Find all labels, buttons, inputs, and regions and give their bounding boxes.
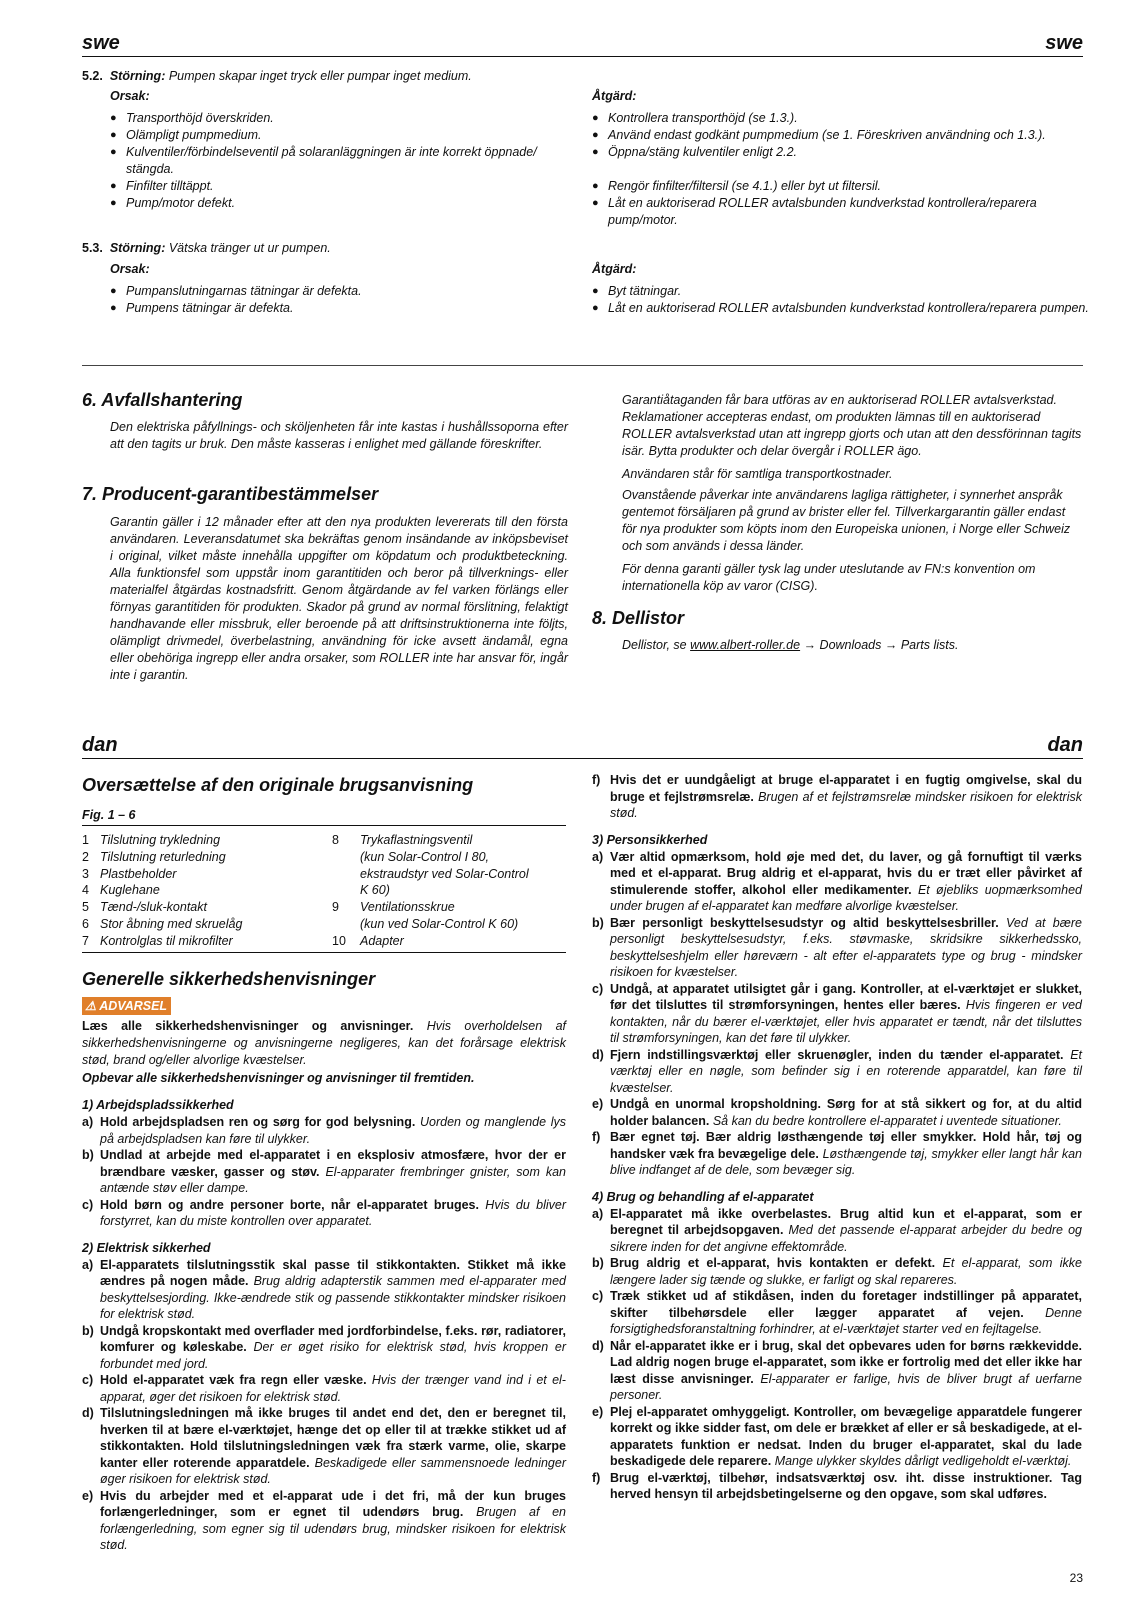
warning-label: ADVARSEL [99, 999, 168, 1013]
item-key: d) [592, 1338, 604, 1353]
part-number: 8 [332, 833, 339, 847]
item-key: f) [592, 1130, 601, 1144]
cause-list [110, 283, 568, 317]
safety-item [592, 1338, 1082, 1404]
part-row [82, 882, 322, 899]
part-label: Tænd-/sluk-kontakt [100, 900, 207, 915]
part-number: 3 [82, 866, 89, 881]
item-instruction: Træk stikket ud af stikdåsen, inden du foretager indstillinger på apparatet, skifter tilbehørsdele eller lægger apparatet af vejen. [610, 1289, 1082, 1320]
safety-left-column [82, 1018, 566, 1554]
part-label: Stor åbning med skruelåg [100, 916, 243, 931]
safety-item [82, 1488, 566, 1554]
list-item: ● Pumpanslutningarnas tätningar är defekta. [110, 283, 568, 300]
safety-item [592, 1047, 1082, 1097]
part-row [82, 916, 322, 933]
list-item: ● Byt tätningar. [592, 283, 1090, 300]
cause-list [110, 110, 568, 212]
subsection-heading-3: 3) Personsikkerhed [592, 832, 708, 847]
item-instruction: Fjern indstillingsværktøj eller skruenøgler, inden du tænder el-apparatet. [610, 1047, 1064, 1062]
part-row [82, 899, 322, 916]
remedy-label: Åtgärd: [592, 89, 637, 103]
safety-item [592, 1255, 1082, 1288]
remedy-label: Åtgärd: [592, 262, 637, 276]
warning-triangle-icon: ⚠ [85, 999, 97, 1013]
part-row [82, 849, 322, 866]
parts-list-right [332, 832, 572, 950]
item-key: f) [592, 773, 601, 787]
item-explanation: El-apparater frembringer gnister, som kan antænde støv eller dampe. [100, 1164, 566, 1195]
item-explanation: Brug aldrig adapterstik sammen med el-apparater med beskyttelsesjording. Ikke-ændrede stik og passende stikkontakter mindsker risikoen for elektrisk stød. [100, 1274, 566, 1321]
read-instructions-italic: Hvis overholdelsen af sikkerhedshenvisningerne og anvisningerne negligeres, kan det forårsage elektrisk stød, brand og/eller alvorlige kvæstelser. [82, 1019, 566, 1067]
parts-table-bottom-rule [82, 952, 566, 953]
list-item: ● Öppna/stäng kulventiler enligt 2.2. [592, 144, 1090, 161]
list-workplace-safety [82, 1114, 566, 1230]
item-key: a) [592, 1206, 604, 1221]
item-explanation: Et el-apparat, som ikke længere lader sig tænde og slukke, er farligt og skal repareres. [610, 1256, 1082, 1287]
list-item: ● Låt en auktoriserad ROLLER avtalsbunden kundverkstad kontrollera/reparera pump/motor. [592, 195, 1090, 229]
header-right-label: swe [1045, 32, 1083, 54]
item-instruction: Hvis det er uundgåeligt at bruge el-apparatet i en fugtig omgivelse, skal du bruge et fejlstrømsrelæ. [610, 773, 1082, 804]
item-key: f) [592, 1470, 601, 1485]
warranty-paragraph: Användaren står för samtliga transportkostnader. [622, 467, 893, 481]
part-row [332, 899, 572, 916]
subsection-heading-4: 4) Brug og behandling af el-apparatet [592, 1189, 814, 1204]
item-explanation: Hvis der trænger vand ind i et el-apparat, øger det risikoen for elektrisk stød. [100, 1373, 566, 1404]
safety-item [592, 915, 1082, 981]
item-explanation: Brugen af en forlængerledning, som egner sig til udendørs brug, mindsker risikoen for elektrisk stød. [100, 1505, 566, 1552]
section-5-3-heading [82, 240, 682, 257]
keep-instructions: Opbevar alle sikkerhedshenvisninger og anvisninger til fremtiden. [82, 1071, 475, 1085]
item-explanation: Med det passende el-apparat arbejder du bedre og sikrere inden for det angivne effektområde. [610, 1223, 1082, 1254]
item-explanation: Hvis fingeren er ved kontakten, når du bærer el-værktøjet, eller hvis apparatet er tændt, når det tilsluttes til strømforsyningen, kan det føre til ulykker. [610, 998, 1082, 1045]
list-electrical-safety [82, 1257, 566, 1554]
part-label: Kuglehane [100, 883, 160, 898]
item-instruction: Hold børn og andre personer borte, når el-apparatet bruges. [100, 1197, 479, 1212]
part-number: 6 [82, 916, 89, 931]
safety-title: Generelle sikkerhedshenvisninger [82, 969, 376, 989]
safety-item [82, 1372, 566, 1405]
item-key: b) [592, 915, 604, 930]
part-label: Tilslutning returledning [100, 849, 226, 864]
part-number: 1 [82, 833, 89, 847]
item-key: c) [592, 1289, 604, 1303]
item-instruction: Tilslutningsledningen må ikke bruges til andet end det, den er beregnet til, hverken til at bære el-værktøjet, hænge det op eller til at trække stikket ud af stikkontakten. Hold tilslutningsledningen væk fra stærk varme, olie, skarpe kanter eller roterende apparatdele. [100, 1406, 566, 1470]
part-label: Tilslutning trykledning [100, 833, 221, 847]
item-explanation: Der er øget risiko for elektrisk stød, hvis kroppen er forbundet med jord. [100, 1340, 566, 1371]
website-link[interactable]: www.albert-roller.de [690, 638, 801, 652]
language-header-dan [82, 728, 1083, 759]
cause-label: Orsak: [110, 89, 150, 103]
item-electrical-f [592, 772, 1082, 822]
item-instruction: Hold el-apparatet væk fra regn eller væske. [100, 1373, 367, 1387]
parts-list-suffix: → Downloads → Parts lists. [800, 638, 959, 652]
item-explanation: El-apparater er farlige, hvis de bliver brugt af uerfarne personer. [610, 1371, 1082, 1402]
safety-item [82, 1323, 566, 1373]
safety-item [592, 849, 1082, 915]
item-explanation: Uorden og manglende lys på arbejdspladsen kan føre til ulykker. [100, 1115, 567, 1146]
list-item: ● Transporthöjd överskriden. [110, 110, 568, 127]
section-8-title: 8. Dellistor [592, 608, 685, 628]
warranty-paragraph: För denna garanti gäller tysk lag under uteslutande av FN:s konvention om internationella köp av varor (CISG). [622, 562, 1036, 593]
safety-item [592, 1096, 1082, 1129]
item-instruction: Undgå kropskontakt med overflader med jordforbindelse, f.eks. rør, radiatorer, komfurer og køleskabe. [100, 1323, 566, 1354]
item-instruction: Hold arbejdspladsen ren og sørg for god belysning. [100, 1115, 416, 1129]
item-key: d) [592, 1047, 604, 1062]
part-row [332, 866, 572, 883]
part-number: 7 [82, 933, 89, 948]
item-instruction: Når el-apparatet ikke er i brug, skal det opbevares uden for børns rækkevidde. Lad aldrig nogen bruge el-apparatet, som ikke er fortrolig med det eller ikke har læst disse anvisninger. [610, 1338, 1082, 1386]
safety-item [82, 1405, 566, 1488]
list-personal-safety [592, 849, 1082, 1179]
part-label: (kun ved Solar-Control K 60) [360, 916, 519, 931]
list-item: ● Använd endast godkänt pumpmedium (se 1. Föreskriven användning och 1.3.). [592, 127, 1090, 144]
section-5-2-heading [82, 68, 682, 85]
item-instruction: Brug aldrig et el-apparat, hvis kontakten er defekt. [610, 1256, 936, 1270]
part-label: Kontrolglas til mikrofilter [100, 933, 233, 948]
subsection-heading-2: 2) Elektrisk sikkerhed [82, 1240, 211, 1255]
fault-label: Störning: [109, 69, 166, 83]
parts-list-left [82, 832, 322, 950]
part-row [332, 849, 572, 866]
item-instruction: Undgå en unormal kropsholdning. Sørg for at stå sikkert og for, at du altid holder balancen. [610, 1097, 1082, 1128]
item-instruction: Undgå, at apparatet utilsigtet går i gang. Kontroller, at el-værktøjet er slukket, før det tilsluttes til strømforsyningen, hentes eller bæres. [610, 981, 1082, 1012]
safety-item [82, 1197, 566, 1230]
item-instruction: Bær egnet tøj. Bær aldrig løsthængende tøj eller smykker. Hold hår, tøj og handsker væk fra bevægelige dele. [610, 1130, 1082, 1161]
part-label: Plastbeholder [100, 866, 177, 881]
cause-label: Orsak: [110, 262, 150, 276]
warranty-paragraph: Garantiåtaganden får bara utföras av en auktoriserad ROLLER avtalsverkstad. Reklamationer accepteras endast, om produkten lämnas till en auktoriserad ROLLER avtalsverkstad utan att ingrepp gjorts och utan att den dessförinnan tagits isär. Bytta produkter och delar övergår i ROLLER ägo. [622, 393, 1082, 458]
safety-item [592, 1404, 1082, 1470]
header-left-label: dan [82, 734, 118, 756]
safety-item [592, 1470, 1082, 1503]
parts-table-top-rule [82, 825, 566, 826]
parts-list-prefix: Dellistor, se [622, 638, 691, 652]
remedy-list [592, 110, 1090, 229]
part-number: 2 [82, 849, 89, 864]
header-left-label: swe [82, 32, 120, 54]
language-header-swe [82, 26, 1083, 57]
part-number: 5 [82, 900, 89, 915]
item-key: a) [82, 1257, 94, 1272]
list-item: ● Pumpens tätningar är defekta. [110, 300, 568, 317]
item-instruction: Plej el-apparatet omhyggeligt. Kontroller, om bevægelige apparatdele fungerer korrekt og ikke sidder fast, om dele er brækket af eller er så beskadigede, at el-apparatets funktion er nedsat. Inden du bruger el-apparatet, skal du lade beskadigede dele reparere. [610, 1404, 1082, 1468]
list-item: ● Olämpligt pumpmedium. [110, 127, 568, 144]
item-key: b) [82, 1323, 94, 1338]
item-key: a) [592, 849, 604, 864]
safety-item [592, 1288, 1082, 1338]
fault-label: Störning: [109, 241, 166, 255]
list-item: ● Rengör finfilter/filtersil (se 4.1.) eller byt ut filtersil. [592, 178, 1090, 195]
page-number: 23 [1069, 1571, 1083, 1585]
subsection-heading-1: 1) Arbejdspladssikkerhed [82, 1098, 234, 1112]
list-item: ● Pump/motor defekt. [110, 195, 568, 212]
item-explanation: Denne forsigtighedsforanstaltning forhindrer, at el-værktøjet starter ved en fejltagelse. [610, 1305, 1082, 1336]
section-divider [82, 365, 1083, 366]
item-instruction: Brug el-værktøj, tilbehør, indsatsværktøj osv. iht. disse instruktioner. Tag herved hensyn til arbejdsbetingelserne og den opgave, som skal udføres. [610, 1470, 1082, 1501]
section-number: 5.2. [82, 69, 103, 83]
item-key: a) [82, 1115, 94, 1129]
item-instruction: Vær altid opmærksom, hold øje med det, du laver, og gå fornuftigt til værks med et el-apparat. Brug aldrig et el-apparat, hvis du er træt eller påvirket af stimulerende stoffer, alkohol eller medikamenter. [610, 849, 1082, 897]
safety-item [82, 1114, 566, 1147]
list-item: ● Kulventiler/förbindelseventil på solaranläggningen är inte korrekt öppnade/ stängda. [110, 144, 568, 178]
part-label: (kun Solar-Control I 80, [360, 849, 489, 864]
read-instructions-bold: Læs alle sikkerhedshenvisninger og anvisninger. [82, 1019, 414, 1033]
item-explanation: Ved at bære personligt beskyttelsesudstyr, f.eks. støvmaske, skridsikre sikkerhedssko, beskyttelseshjelm eller høreværn - alt efter el-apparatets type og brug - mindsker risikoen for kvæstelser. [610, 915, 1082, 979]
part-row [82, 933, 322, 950]
safety-item [592, 772, 1082, 822]
item-key: c) [82, 1197, 94, 1212]
part-row [82, 866, 322, 883]
section-7-text: Garantin gäller i 12 månader efter att den nya produkten levererats till den första användaren. Leveransdatumet ska bekräftas genom insändande av inköpsbeviset i original, vilket måste innehålla uppgifter om köpdatum och produktbeteckning. Alla funktionsfel som uppstår inom garantitiden och beror på tillverknings- eller materialfel åtgärdas kostnadsfritt. Genom åtgärdande av fel varken förlängs eller förnyas garantitiden för produkten. Skador på grund av normal förslitning, felaktigt handhavande eller missbruk, eller beroende på att driftsinstruktionerna inte följts, olämpligt drivmedel, överbelastning, användning för icke avsett ändamål, egna eller obehöriga ingrepp eller andra orsaker, som ROLLER inte har ansvar för, ingår inte i garantin. [110, 515, 568, 682]
item-key: e) [82, 1488, 94, 1503]
item-instruction: El-apparatets tilslutningsstik skal passe til stikkontakten. Stikket må ikke ændres på nogen måde. [100, 1257, 566, 1288]
item-instruction: Undlad at arbejde med el-apparatet i en eksplosiv atmosfære, hvor der er brændbare væsker, gasser og støv. [100, 1148, 566, 1179]
section-7-title: 7. Producent-garantibestämmelser [82, 484, 379, 504]
section-6-text: Den elektriska påfyllnings- och sköljenheten får inte kastas i hushållssoporna efter att den tagits ur bruk. Den måste kasseras i enlighet med gällande föreskrifter. [110, 420, 568, 451]
figure-label: Fig. 1 – 6 [82, 808, 136, 822]
item-instruction: Bær personligt beskyttelsesudstyr og altid beskyttelsesbriller. [610, 915, 999, 930]
safety-item [82, 1257, 566, 1323]
parts-list-text [622, 637, 1082, 654]
item-key: d) [82, 1406, 94, 1420]
list-item: ● Låt en auktoriserad ROLLER avtalsbunden kundverkstad kontrollera/reparera pumpen. [592, 300, 1090, 317]
part-row [82, 832, 322, 849]
read-instructions [82, 1018, 566, 1069]
section-6-title: 6. Avfallshantering [82, 390, 243, 410]
item-key: e) [592, 1404, 604, 1419]
list-item: ● Finfilter tilltäppt. [110, 178, 568, 195]
list-item: ● Kontrollera transporthöjd (se 1.3.). [592, 110, 1090, 127]
item-explanation: Et værktøj eller en nøgle, som befinder sig i en roterende apparatdel, kan føre til kvæstelser. [610, 1047, 1082, 1095]
part-label: K 60) [360, 883, 390, 898]
part-number: 10 [332, 933, 346, 948]
part-row [332, 933, 572, 950]
item-key: b) [592, 1256, 604, 1270]
safety-item [592, 1129, 1082, 1179]
safety-item [82, 1147, 566, 1197]
item-explanation: Løsthængende tøj, smykker eller langt hår kan blive indfanget af de dele, som bevæger sig. [610, 1146, 1082, 1177]
item-explanation: Brugen af et fejlstrømsrelæ mindsker risikoen for elektrisk stød. [610, 789, 1082, 820]
item-explanation: Et øjebliks uopmærksomhed under brugen af el-apparatet kan medføre alvorlige kvæstelser. [610, 882, 1082, 913]
item-key: b) [82, 1148, 94, 1162]
item-explanation: Beskadigede eller sammensnoede ledninger øger risikoen for elektrisk stød. [100, 1455, 566, 1486]
part-label: Ventilationsskrue [360, 900, 455, 915]
fault-text: Pumpen skapar inget tryck eller pumpar inget medium. [168, 69, 472, 83]
part-label: ekstraudstyr ved Solar-Control [360, 866, 529, 881]
item-explanation: Så kan du bedre kontrollere el-apparatet i uventede situationer. [712, 1113, 1062, 1128]
header-right-label: dan [1047, 734, 1083, 756]
list-tool-use [592, 1206, 1082, 1503]
item-explanation: Mange ulykker skyldes dårligt vedligeholdt el-værktøj. [774, 1454, 1072, 1468]
part-label: Adapter [360, 933, 404, 948]
item-instruction: El-apparatet må ikke overbelastes. Brug altid kun et el-apparat, som er beregnet til arbejdsopgaven. [610, 1206, 1082, 1237]
part-row [332, 832, 572, 849]
part-label: Trykaflastningsventil [360, 833, 473, 847]
part-number: 4 [82, 883, 89, 898]
item-key: c) [592, 981, 604, 996]
item-instruction: Hvis du arbejder med et el-apparat ude i det fri, må der kun bruges forlængerledninger, som er egnet til udendørs brug. [100, 1488, 566, 1519]
remedy-list [592, 283, 1090, 317]
safety-item [592, 1206, 1082, 1256]
warranty-paragraph: Ovanstående påverkar inte användarens lagliga rättigheter, i synnerhet anspråk gentemot försäljaren på grund av brister eller fel. Tillverkargarantin gäller endast för nya produkter som köpts inom den Europeiska unionen, i Norge eller Schweiz och som används i dessa länder. [622, 488, 1071, 553]
part-row [332, 916, 572, 933]
warning-badge [82, 997, 171, 1015]
translation-title: Oversættelse af den originale brugsanvisning [82, 775, 474, 795]
safety-item [592, 981, 1082, 1047]
fault-text: Vätska tränger ut ur pumpen. [168, 241, 331, 255]
item-key: e) [592, 1097, 604, 1111]
part-row [332, 882, 572, 899]
part-number: 9 [332, 900, 339, 915]
item-explanation: Hvis du bliver forstyrret, kan du miste kontrollen over apparatet. [100, 1197, 566, 1228]
section-number: 5.3. [82, 241, 103, 255]
safety-right-column [592, 772, 1082, 1503]
item-key: c) [82, 1373, 94, 1387]
